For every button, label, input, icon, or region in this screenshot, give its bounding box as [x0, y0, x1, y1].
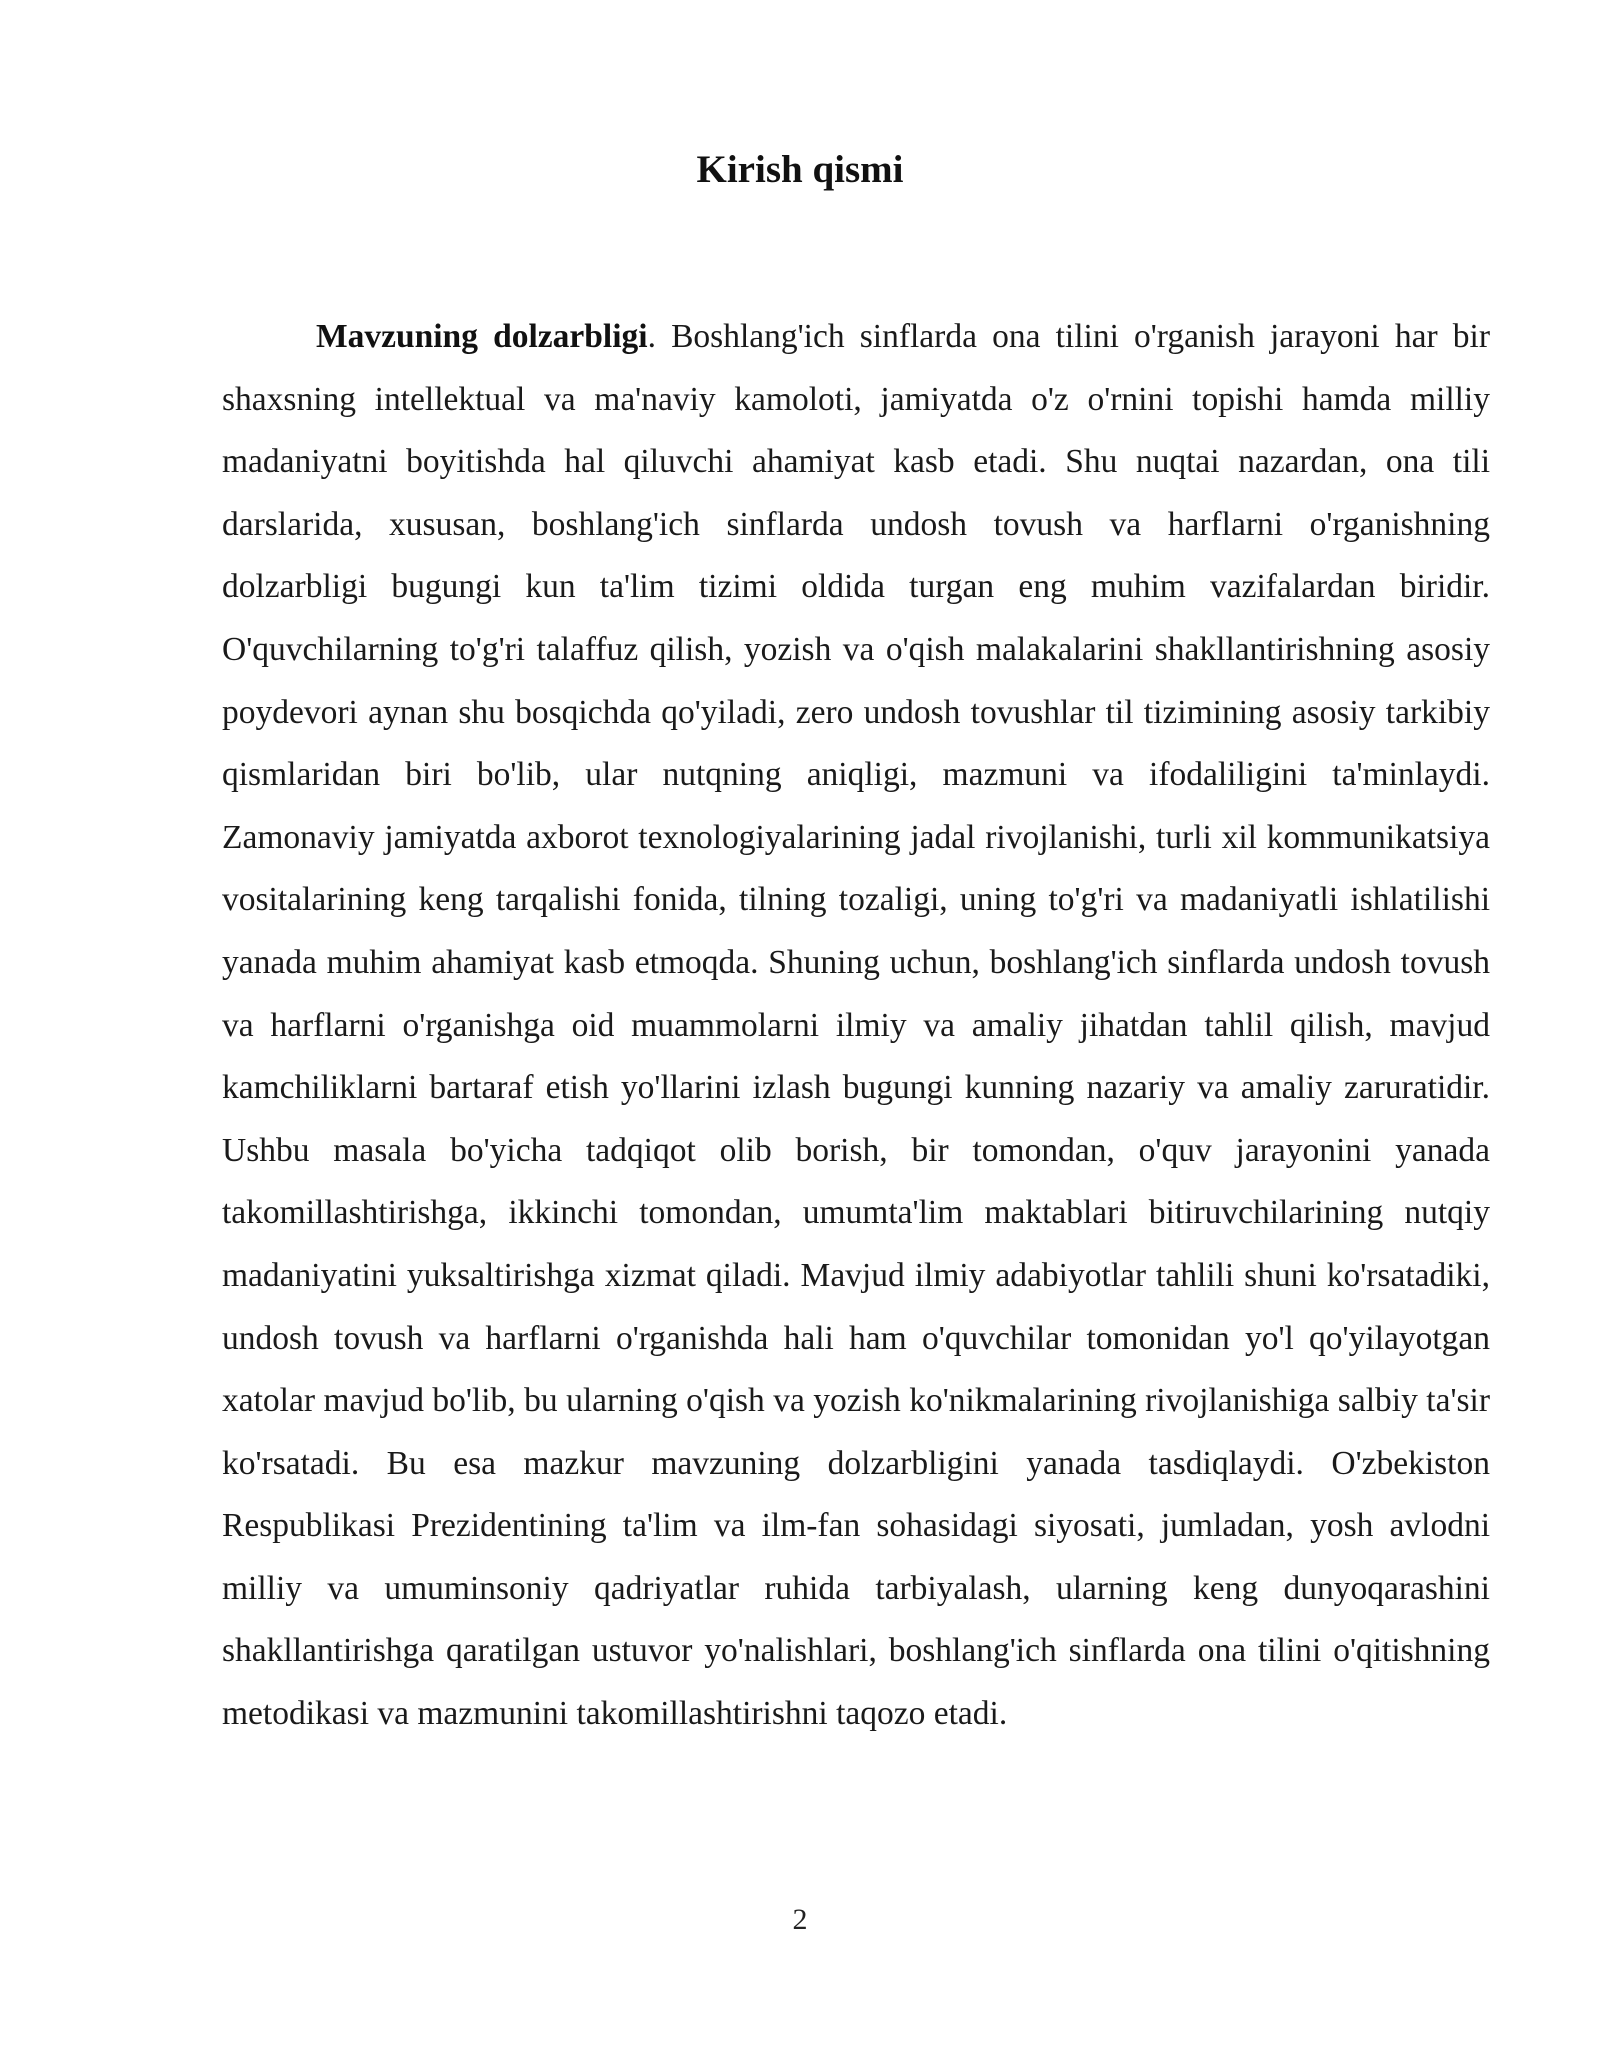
paragraph-lead-heading: Mavzuning dolzarbligi [316, 318, 648, 355]
paragraph-body-text: . Boshlang'ich sinflarda ona tilini o'rganish jarayoni har bir shaxsning intellektual va ma'naviy kamoloti, jamiyatda o'z o'rnini topishi hamda milliy madaniyatni boyitishda hal qiluvchi ahamiyat kasb etadi. Shu nuqtai nazardan, ona tili darslarida, xususan, boshlang'ich sinflarda undosh tovush va harflarni o'rganishning dolzarbligi bugungi kun ta'lim tizimi oldida turgan eng muhim vazifalardan biridir. O'quvchilarning to'g'ri talaffuz qilish, yozish va o'qish malakalarini shakllantirishning asosiy poydevori aynan shu bosqichda qo'yiladi, zero undosh tovushlar til tizimining asosiy tarkibiy qismlaridan biri bo'lib, ular nutqning aniqligi, mazmuni va ifodaliligini ta'minlaydi. Zamonaviy jamiyatda axborot texnologiyalarining jadal rivojlanishi, turli xil kommunikatsiya vositalarining keng tarqalishi fonida, tilning tozaligi, uning to'g'ri va madaniyatli ishlatilishi yanada muhim ahamiyat kasb etmoqda. Shuning uchun, boshlang'ich sinflarda undosh tovush va harflarni o'rganishga oid muammolarni ilmiy va amaliy jihatdan tahlil qilish, mavjud kamchiliklarni bartaraf etish yo'llarini izlash bugungi kunning nazariy va amaliy zaruratidir. Ushbu masala bo'yicha tadqiqot olib borish, bir tomondan, o'quv jarayonini yanada takomillashtirishga, ikkinchi tomondan, umumta'lim maktablari bitiruvchilarining nutqiy madaniyatini yuksaltirishga xizmat qiladi. Mavjud ilmiy adabiyotlar tahlili shuni ko'rsatadiki, undosh tovush va harflarni o'rganishda hali ham o'quvchilar tomonidan yo'l qo'yilayotgan xatolar mavjud bo'lib, bu ularning o'qish va yozish ko'nikmalarining rivojlanishiga salbiy ta'sir ko'rsatadi. Bu esa mazkur mavzuning dolzarbligini yanada tasdiqlaydi. O'zbekiston Respublikasi Prezidentining ta'lim va ilm-fan sohasidagi siyosati, jumladan, yosh avlodni milliy va umuminsoniy qadriyatlar ruhida tarbiyalash, ularning keng dunyoqarashini shakllantirishga qaratilgan ustuvor yo'nalishlari, boshlang'ich sinflarda ona tilini o'qitishning metodikasi va mazmunini takomillashtirishni taqozo etadi. [222, 318, 1490, 1733]
body-paragraph [222, 306, 1490, 1746]
page-number: 2 [792, 1903, 808, 1936]
page-title: Kirish qismi [696, 148, 904, 191]
